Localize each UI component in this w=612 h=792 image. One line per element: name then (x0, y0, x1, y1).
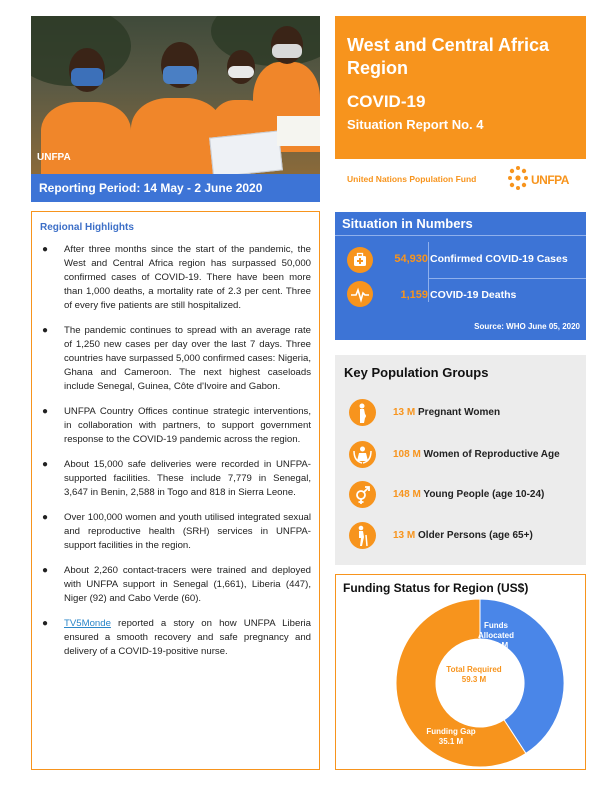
unfpa-logo-text: UNFPA (531, 173, 569, 187)
list-item: 148 M Young People (age 10-24) (349, 481, 579, 509)
deaths-label: COVID-19 Deaths (430, 289, 517, 301)
deaths-row (335, 280, 586, 312)
list-item: ● After three months since the start of the pandemic, the West and Central Africa region has surpassed 50,000 confirmed cases of COVID-19. There have been more than 1,000 deaths, a mortality rate of 2.3 per cent. Three of every five patients are still hospitalized. (42, 244, 311, 311)
list-item: 108 M Women of Reproductive Age (349, 441, 579, 469)
report-covid-title: COVID-19 (347, 92, 426, 111)
confirmed-cases-value: 54,930 (394, 253, 428, 265)
report-number: Situation Report No. 4 (347, 117, 484, 132)
situation-source: Source: WHO June 05, 2020 (474, 322, 580, 331)
list-item: ● Over 100,000 women and youth utilised integrated sexual and reproductive health (SRH) services in UNFPA-support facilities in the region. (42, 512, 311, 551)
list-item: ● The pandemic continues to spread with an average rate of 1,250 new cases per day over the last 7 days. Three countries have surpassed 5,000 confirmed cases: Nigeria, Ghana and Cameroon. The next highest caseloads include Senegal, Guinea, Côte d'Ivoire and Gabon. (42, 325, 311, 392)
tv5monde-link[interactable]: TV5Monde (64, 618, 111, 629)
fund-name: United Nations Population Fund (347, 174, 477, 184)
gender-symbol-icon (349, 481, 376, 508)
highlights-title: Regional Highlights (40, 222, 134, 233)
report-region-title: West and Central Africa Region (347, 35, 550, 78)
pregnant-woman-icon (349, 399, 376, 426)
funding-status (335, 574, 586, 770)
deaths-value: 1,159 (400, 289, 428, 301)
list-item: ● TV5Monde reported a story on how UNFPA Liberia ensured a smooth recovery and safe pregnancy and delivery of a COVID-19-positive nurse. (42, 618, 311, 657)
list-item: 13 M Pregnant Women (349, 399, 579, 427)
photo-watermark: UNFPA (37, 152, 71, 163)
list-item: ● UNFPA Country Offices continue strategic interventions, in collaboration with partners, to support government response to the COVID-19 pandemic across the region. (42, 406, 311, 445)
situation-in-numbers (335, 212, 586, 340)
list-item: 13 M Older Persons (age 65+) (349, 522, 579, 550)
situation-title: Situation in Numbers (335, 212, 586, 236)
older-person-icon (349, 522, 376, 549)
key-population-groups (335, 355, 586, 565)
gap-label: Funding Gap 35.1 M (426, 727, 476, 746)
list-item: ● About 2,260 contact-tracers were trained and deployed with UNFPA support in Senegal (1,661), Liberia (447), Niger (92) and Cabo Verde (60). (42, 565, 311, 604)
key-population-title: Key Population Groups (344, 365, 489, 380)
list-item: ● About 15,000 safe deliveries were recorded in UNFPA-supported facilities. These include 7,779 in Senegal, 3,647 in Benin, 2,588 in Togo and 818 in Sierra Leone. (42, 459, 311, 498)
title-box (335, 16, 586, 159)
reporting-period: Reporting Period: 14 May - 2 June 2020 (31, 174, 320, 202)
confirmed-cases-row (335, 244, 586, 276)
total-label: Total Required 59.3 M (446, 665, 502, 684)
allocated-label: Funds Allocated 24.2 M (477, 621, 514, 650)
regional-highlights (31, 211, 320, 770)
funding-title: Funding Status for Region (US$) (343, 581, 529, 595)
cover-photo (31, 16, 320, 174)
medical-kit-icon (347, 247, 373, 273)
heartbeat-icon (347, 281, 373, 307)
confirmed-cases-label: Confirmed COVID-19 Cases (430, 253, 568, 265)
women-group-icon (349, 441, 376, 468)
